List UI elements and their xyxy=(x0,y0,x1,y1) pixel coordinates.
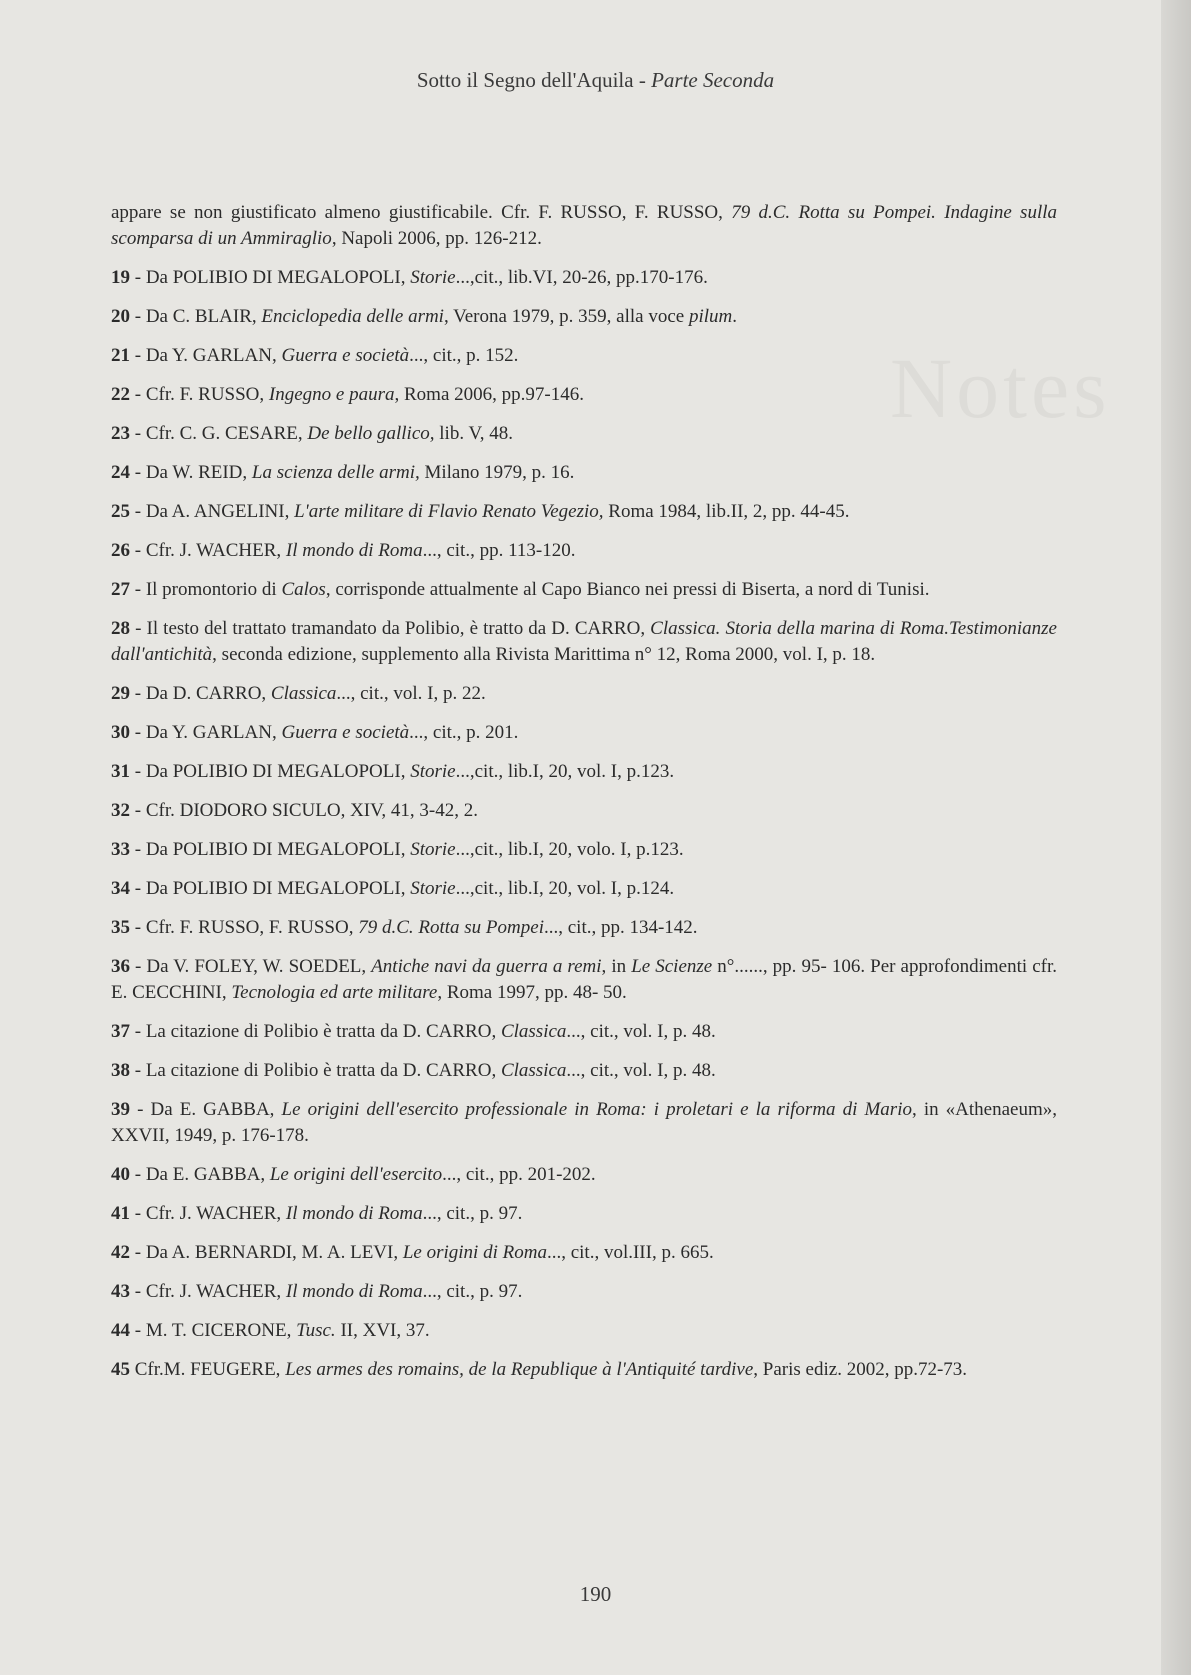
note-number: 23 xyxy=(111,423,130,444)
note-text: Classica xyxy=(500,1060,567,1081)
note-text: ...,cit., lib.VI, 20-26, pp.170-176. xyxy=(455,267,708,288)
note-text: ..., cit., vol. I, p. 22. xyxy=(336,683,486,704)
note-text: lib. V, 48. xyxy=(434,423,514,444)
note-text: - Da C. BLAIR, xyxy=(130,306,262,327)
note-number: 30 xyxy=(111,722,130,743)
note-number: 27 xyxy=(111,579,130,600)
note-text: La scienza delle armi, xyxy=(251,462,420,483)
note-text: ..., cit., vol. I, p. 48. xyxy=(566,1060,716,1081)
note-number: 45 xyxy=(111,1359,130,1380)
note-text: , Paris ediz. 2002, pp.72-73. xyxy=(753,1359,968,1380)
note-text: Le origini di Roma xyxy=(402,1242,547,1263)
note-number: 41 xyxy=(111,1203,130,1224)
note-text: , corrisponde attualmente al Capo Bianco nei pressi di Biserta, a nord di Tunisi. xyxy=(325,579,930,600)
note-number: 31 xyxy=(111,761,130,782)
note-item xyxy=(111,876,1057,902)
note-number: 38 xyxy=(111,1060,130,1081)
note-text: Guerra e società xyxy=(281,345,410,366)
note-number: 39 xyxy=(111,1099,130,1120)
note-text: Tecnologia ed arte militare xyxy=(231,982,438,1003)
note-number: 37 xyxy=(111,1021,130,1042)
note-text: Storie xyxy=(410,878,456,899)
note-item xyxy=(111,720,1057,746)
note-number: 21 xyxy=(111,345,130,366)
note-item xyxy=(111,499,1057,525)
note-item xyxy=(111,798,1057,824)
header-part-title: Parte Seconda xyxy=(651,68,775,92)
note-item xyxy=(111,759,1057,785)
note-text: Classica xyxy=(270,683,337,704)
page-gutter-shadow xyxy=(1161,0,1191,1675)
note-text: - Cfr. J. WACHER, xyxy=(130,1281,286,1302)
note-text: ..., cit., p. 97. xyxy=(422,1203,523,1224)
note-text: Roma 1984, lib.II, 2, pp. 44-45. xyxy=(603,501,850,522)
note-text: , Roma 1997, pp. 48- 50. xyxy=(437,982,627,1003)
note-item xyxy=(111,1279,1057,1305)
note-item xyxy=(111,304,1057,330)
note-text: Milano 1979, p. 16. xyxy=(419,462,575,483)
note-text: - Cfr. DIODORO SICULO, XIV, 41, 3-42, 2. xyxy=(130,800,478,821)
note-text: Guerra e società xyxy=(281,722,410,743)
note-text: - M. T. CICERONE, xyxy=(130,1320,297,1341)
note-text: - Da POLIBIO DI MEGALOPOLI, xyxy=(130,878,411,899)
note-number: 22 xyxy=(111,384,130,405)
note-number: 19 xyxy=(111,267,130,288)
note-text: Le origini dell'esercito professionale in Roma: i proletari e la riforma di Mario xyxy=(281,1099,912,1120)
note-number: 29 xyxy=(111,683,130,704)
note-text: Classica. Storia della marina di Roma.Testimonianze dall'antichità xyxy=(111,618,1057,665)
note-item xyxy=(111,954,1057,1006)
note-item xyxy=(111,915,1057,941)
note-text: ..., cit., vol. I, p. 48. xyxy=(566,1021,716,1042)
note-number: 43 xyxy=(111,1281,130,1302)
note-item xyxy=(111,343,1057,369)
note-text: , in xyxy=(601,956,632,977)
note-number: 36 xyxy=(111,956,130,977)
note-number: 42 xyxy=(111,1242,130,1263)
note-number: 34 xyxy=(111,878,130,899)
note-text: - Il promontorio di xyxy=(130,579,282,600)
note-item xyxy=(111,1201,1057,1227)
note-text: ...,cit., lib.I, 20, volo. I, p.123. xyxy=(455,839,684,860)
note-text: ...,cit., lib.I, 20, vol. I, p.124. xyxy=(455,878,675,899)
note-text: - Da W. REID, xyxy=(130,462,252,483)
note-text: - Da Y. GARLAN, xyxy=(130,722,282,743)
note-text: ..., cit., p. 201. xyxy=(409,722,519,743)
note-text: - Cfr. J. WACHER, xyxy=(130,1203,286,1224)
note-number: 32 xyxy=(111,800,130,821)
note-text: - Da V. FOLEY, W. SOEDEL, xyxy=(130,956,372,977)
note-text: - Da Y. GARLAN, xyxy=(130,345,282,366)
note-text: - Da A. ANGELINI, xyxy=(130,501,295,522)
note-text: Ingegno e paura xyxy=(268,384,395,405)
note-text: ...,cit., lib.I, 20, vol. I, p.123. xyxy=(455,761,675,782)
note-text: 79 d.C. Rotta su Pompei xyxy=(358,917,544,938)
note-text: Enciclopedia delle armi xyxy=(261,306,444,327)
note-text: - Da E. GABBA, xyxy=(130,1099,282,1120)
note-item xyxy=(111,1240,1057,1266)
note-item xyxy=(111,265,1057,291)
note-text: Tusc. xyxy=(296,1320,336,1341)
note-text: ..., cit., p. 97. xyxy=(422,1281,523,1302)
running-header xyxy=(0,68,1191,93)
note-text: n°......, pp. 95- 106. Per approfondimenti cfr. E. CECCHINI, xyxy=(111,956,1057,1003)
note-number: 28 xyxy=(111,618,130,639)
note-number: 20 xyxy=(111,306,130,327)
note-text: ..., cit., pp. 113-120. xyxy=(422,540,576,561)
note-item xyxy=(111,382,1057,408)
note-item xyxy=(111,421,1057,447)
note-text: ..., cit., pp. 201-202. xyxy=(442,1164,596,1185)
note-text: - Cfr. F. RUSSO, xyxy=(130,384,269,405)
note-text: Classica xyxy=(500,1021,567,1042)
note-text: - Cfr. J. WACHER, xyxy=(130,540,286,561)
note-text: Il mondo di Roma xyxy=(285,1203,423,1224)
note-number: 33 xyxy=(111,839,130,860)
note-item xyxy=(111,1318,1057,1344)
note-text: ..., cit., pp. 134-142. xyxy=(543,917,698,938)
note-text: - Cfr. F. RUSSO, F. RUSSO, xyxy=(130,917,359,938)
note-text: - Da D. CARRO, xyxy=(130,683,271,704)
note-text: - Da POLIBIO DI MEGALOPOLI, xyxy=(130,761,411,782)
note-text: - Da POLIBIO DI MEGALOPOLI, xyxy=(130,267,411,288)
page-number: 190 xyxy=(579,1582,612,1606)
note-text: - La citazione di Polibio è tratta da D. CARRO, xyxy=(130,1021,501,1042)
note-number: 40 xyxy=(111,1164,130,1185)
note-text: - Da A. BERNARDI, M. A. LEVI, xyxy=(130,1242,403,1263)
note-text: II, XVI, 37. xyxy=(335,1320,430,1341)
note-text: , seconda edizione, supplemento alla Rivista Marittima n° 12, Roma 2000, vol. I, p. 18. xyxy=(212,644,876,665)
note-text: - La citazione di Polibio è tratta da D. CARRO, xyxy=(130,1060,501,1081)
note-text: De bello gallico, xyxy=(307,423,435,444)
note-number: 35 xyxy=(111,917,130,938)
note-text: , Roma 2006, pp.97-146. xyxy=(394,384,584,405)
note-text: Il mondo di Roma xyxy=(285,1281,423,1302)
note-text: - Da E. GABBA, xyxy=(130,1164,270,1185)
note-item xyxy=(111,460,1057,486)
note-text: , Verona 1979, p. 359, alla voce xyxy=(443,306,689,327)
note-item xyxy=(111,616,1057,668)
note-text: Storie xyxy=(410,761,456,782)
note-item xyxy=(111,538,1057,564)
note-item xyxy=(111,681,1057,707)
header-book-title: Sotto il Segno dell'Aquila xyxy=(416,68,634,92)
note-text: Cfr.M. FEUGERE, xyxy=(130,1359,286,1380)
note-item xyxy=(111,1097,1057,1149)
note-number: 25 xyxy=(111,501,130,522)
note-text: Calos xyxy=(281,579,326,600)
bleed-through-text: Notes xyxy=(890,340,1111,436)
note-number: 44 xyxy=(111,1320,130,1341)
note-text: , in «Athenaeum», XXVII, 1949, p. 176-178. xyxy=(111,1099,1057,1146)
note-text: . xyxy=(732,306,738,327)
endnotes-list xyxy=(111,200,1057,1396)
note-text: Le Scienze xyxy=(631,956,713,977)
note-number: 24 xyxy=(111,462,130,483)
note-text: Le origini dell'esercito xyxy=(269,1164,443,1185)
note-text: ..., cit., p. 152. xyxy=(409,345,519,366)
note-continuation: appare se non giustificato almeno giustificabile. Cfr. F. RUSSO, F. RUSSO, 79 d.C. Rotta su Pompei. Indagine sulla scomparsa di un Ammiraglio, Napoli 2006, pp. 126-212. xyxy=(111,202,1058,249)
note-text: pilum xyxy=(688,306,733,327)
note-item xyxy=(111,1162,1057,1188)
note-item xyxy=(111,837,1057,863)
header-separator: - xyxy=(633,68,652,92)
note-text: - Da POLIBIO DI MEGALOPOLI, xyxy=(130,839,411,860)
note-item xyxy=(111,577,1057,603)
note-text: Storie xyxy=(410,267,456,288)
note-item xyxy=(111,1058,1057,1084)
note-text: L'arte militare di Flavio Renato Vegezio, xyxy=(294,501,604,522)
note-item xyxy=(111,1019,1057,1045)
note-text: Il mondo di Roma xyxy=(285,540,423,561)
note-number: 26 xyxy=(111,540,130,561)
note-text: - Il testo del trattato tramandato da Polibio, è tratto da D. CARRO, xyxy=(130,618,651,639)
note-text: ..., cit., vol.III, p. 665. xyxy=(546,1242,714,1263)
note-text: - Cfr. C. G. CESARE, xyxy=(130,423,308,444)
note-text: Les armes des romains, de la Republique à l'Antiquité tardive xyxy=(285,1359,754,1380)
note-text: Storie xyxy=(410,839,456,860)
note-item xyxy=(111,1357,1057,1383)
note-text: Antiche navi da guerra a remi xyxy=(371,956,602,977)
